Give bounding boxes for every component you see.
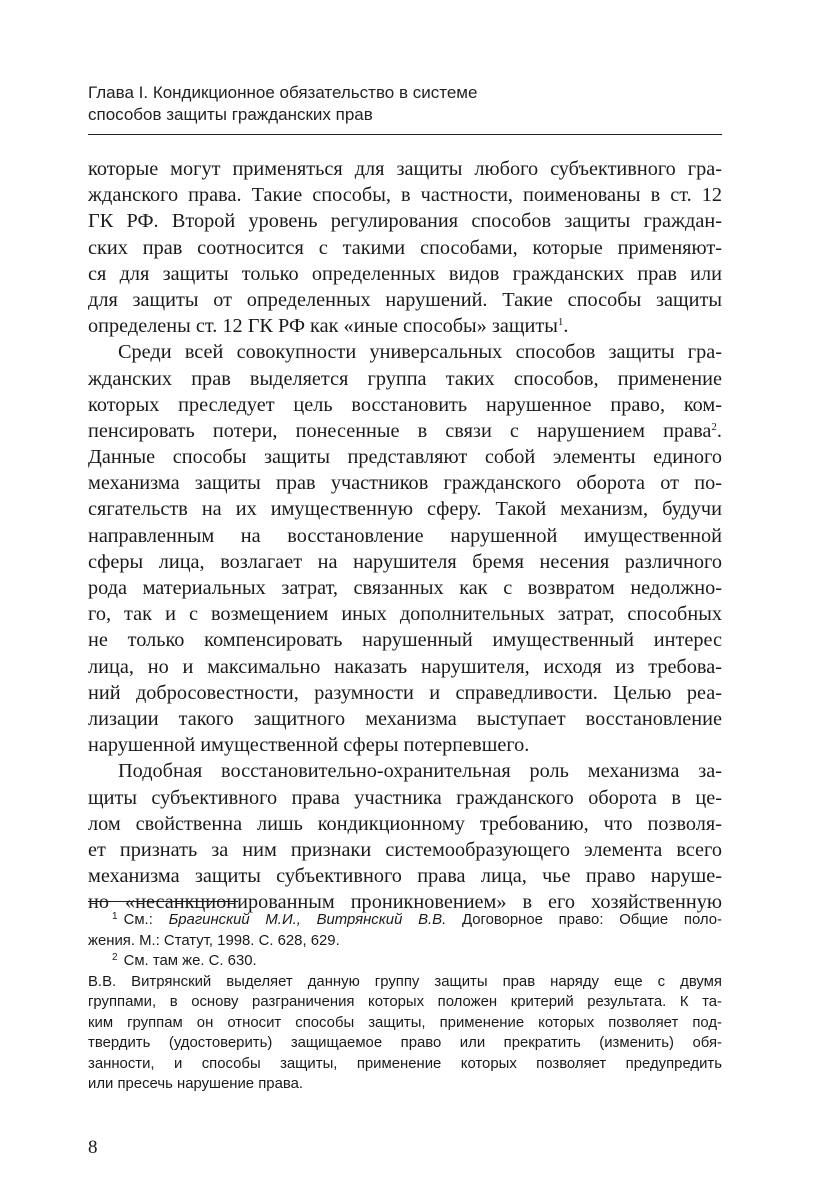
- text-line: направленным на восстановление нарушенной имущественной: [88, 524, 722, 547]
- footnote-1-line: [88, 910, 722, 931]
- text-line: лизации такого защитного механизма выступает восстановление: [88, 707, 722, 730]
- paragraph-2: [88, 339, 722, 758]
- text-line: сферы лица, возлагает на нарушителя бремя несения различного: [88, 550, 722, 573]
- punctuation: .: [716, 419, 722, 442]
- text-line: Среди всей совокупности универсальных способов защиты гра-: [118, 341, 722, 364]
- text-line: ет признать за ним признаки системообразующего элемента всего: [88, 838, 722, 861]
- text-line: ний добросовестности, разумности и справедливости. Целью реа-: [88, 681, 722, 704]
- footnote-2-line: группами, в основу разграничения которых положен критерий результата. К та-: [88, 994, 722, 1010]
- footnote-1-line: жения. М.: Статут, 1998. С. 628, 629.: [88, 932, 340, 949]
- footnote-2-text: См. там же. С. 630.: [123, 953, 257, 969]
- page-number: 8: [88, 1137, 98, 1158]
- punctuation: .: [563, 315, 569, 338]
- text-line: ГК РФ. Второй уровень регулирования способов защиты граждан-: [88, 210, 722, 233]
- text-line: щиты субъективного права участника гражданского оборота в це-: [88, 786, 722, 809]
- footnote-2-line: ким группам он относит способы защиты, применение которых позволяет под-: [88, 1014, 722, 1031]
- text-line: Данные способы защиты представляют собой элементы единого: [88, 446, 722, 469]
- footnote-2-line: [88, 951, 722, 972]
- text-line: жданского права. Такие способы, в частности, поименованы в ст. 12: [88, 184, 722, 207]
- footnote-mark-1: 1: [112, 911, 118, 922]
- text-line: [88, 418, 722, 444]
- text-fragment: определены ст. 12 ГК РФ как «иные способы» защиты: [88, 315, 558, 338]
- text-line: ся для защиты только определенных видов гражданских прав или: [88, 262, 722, 285]
- paragraph-3: [88, 758, 722, 915]
- text-line: сягательств на их имущественную сферу. Такой механизм, будучи: [88, 498, 722, 521]
- header-divider: [88, 134, 722, 135]
- footnote-mark-2: 2: [112, 952, 118, 963]
- text-line: го, так и с возмещением иных дополнительных затрат, способных: [88, 603, 722, 626]
- text-line: механизма защиты прав участников гражданского оборота от по-: [88, 472, 722, 495]
- running-header-line-1: Глава I. Кондикционное обязательство в системе: [88, 83, 478, 102]
- footnote-1-rest: Договорное право: Общие поло-: [446, 912, 722, 928]
- paragraph-1: [88, 156, 722, 339]
- footnote-2-line: занности, и способы защиты, применение которых позволяет предупредить: [88, 1055, 722, 1072]
- footnotes: [88, 910, 722, 1095]
- running-header-line-2: способов защиты гражданских прав: [88, 105, 373, 124]
- text-line: для защиты от определенных нарушений. Такие способы защиты: [88, 288, 722, 311]
- text-line: ских прав соотносится с такими способами, которые применяют-: [88, 236, 722, 259]
- running-header: [88, 82, 722, 126]
- text-line: не только компенсировать нарушенный имущественный интерес: [88, 629, 722, 652]
- footnote-ref-1[interactable]: 1: [557, 316, 564, 329]
- text-line: лом свойственна лишь кондикционному требованию, что позволя-: [88, 812, 722, 835]
- text-line: Подобная восстановительно-охранительная роль механизма за-: [118, 760, 722, 783]
- text-line: которые могут применяться для защиты любого субъективного гра-: [88, 158, 722, 180]
- text-line: нарушенной имущественной сферы потерпевшего.: [88, 734, 530, 757]
- footnote-divider: [88, 901, 238, 902]
- text-line: лица, но и максимально наказать нарушителя, исходя из требова-: [88, 655, 722, 678]
- text-line: которых преследует цель восстановить нарушенное право, ком-: [88, 393, 722, 416]
- footnote-2-line: твердить (удостоверить) защищаемое право или прекратить (изменить) обя-: [88, 1035, 722, 1051]
- footnote-1-prefix: См.:: [123, 912, 169, 928]
- text-line: [88, 313, 722, 339]
- text-line: рода материальных затрат, связанных как с возвратом недолжно-: [88, 577, 722, 599]
- text-line: но «несанкционированным проникновением» в его хозяйственную: [88, 891, 722, 914]
- text-line: механизма защиты субъективного права лица, чье право наруше-: [88, 865, 722, 888]
- footnote-2-line: В.В. Витрянский выделяет данную группу защиты прав наряду еще с двумя: [88, 973, 722, 990]
- text-line: жданских прав выделяется группа таких способов, применение: [88, 367, 722, 390]
- footnote-2-line: или пресечь нарушение права.: [88, 1076, 304, 1092]
- main-text: [88, 156, 722, 915]
- footnote-ref-2[interactable]: 2: [711, 420, 717, 433]
- footnote-1-authors: Брагинский М.И., Витрянский В.В.: [168, 912, 447, 928]
- text-fragment: пенсировать потери, понесенные в связи с нарушением права: [88, 419, 712, 442]
